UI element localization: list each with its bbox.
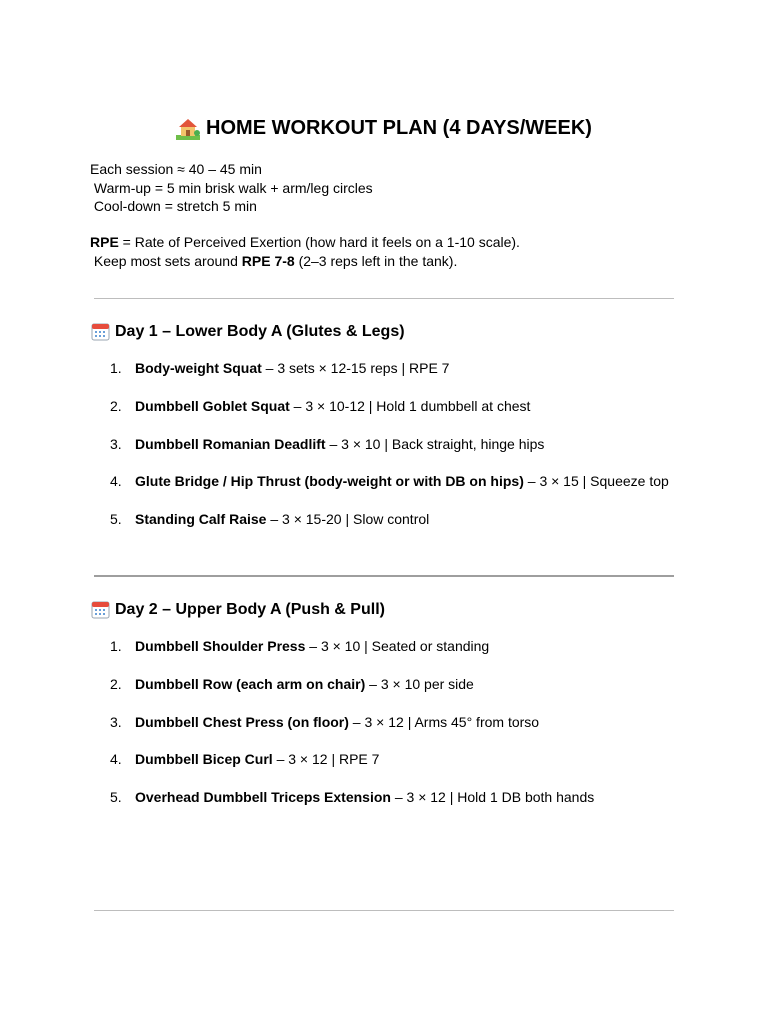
list-item bbox=[110, 473, 669, 489]
list-item bbox=[110, 398, 530, 414]
cool-down-note: Cool-down = stretch 5 min bbox=[90, 198, 257, 215]
divider bbox=[94, 575, 674, 577]
exercise-detail: – 3 × 12 | Hold 1 DB both hands bbox=[390, 789, 595, 805]
divider bbox=[94, 910, 674, 911]
exercise-detail: – 3 × 10 | Back straight, hinge hips bbox=[325, 436, 545, 452]
exercise-detail: – 3 × 12 | Arms 45° from torso bbox=[348, 714, 540, 730]
day-2-title: Day 2 – Upper Body A (Push & Pull) bbox=[115, 600, 385, 618]
exercise-name: Dumbbell Goblet Squat bbox=[135, 398, 290, 414]
session-length: Each session ≈ 40 – 45 min bbox=[90, 161, 262, 177]
list-item bbox=[110, 714, 539, 730]
item-number: 1. bbox=[110, 360, 122, 376]
exercise-name: Body-weight Squat bbox=[135, 360, 262, 376]
rpe-target-value: RPE 7-8 bbox=[241, 252, 295, 269]
exercise-name: Overhead Dumbbell Triceps Extension bbox=[135, 789, 391, 805]
list-item bbox=[110, 360, 449, 376]
exercise-name: Dumbbell Chest Press (on floor) bbox=[135, 714, 349, 730]
list-item bbox=[110, 751, 379, 767]
rpe-target-prefix: Keep most sets around bbox=[90, 252, 242, 269]
exercise-name: Dumbbell Shoulder Press bbox=[135, 638, 306, 654]
list-item bbox=[110, 789, 594, 805]
list-item bbox=[110, 676, 474, 692]
exercise-detail: – 3 × 10 per side bbox=[365, 676, 474, 692]
day-2-heading bbox=[91, 600, 385, 619]
exercise-detail: – 3 × 10 | Seated or standing bbox=[305, 638, 490, 654]
day-1-title: Day 1 – Lower Body A (Glutes & Legs) bbox=[115, 322, 405, 340]
item-number: 4. bbox=[110, 751, 122, 767]
rpe-explanation bbox=[90, 233, 520, 270]
exercise-name: Dumbbell Romanian Deadlift bbox=[135, 436, 326, 452]
session-info bbox=[90, 160, 373, 216]
calendar-icon bbox=[91, 322, 110, 341]
rpe-target bbox=[90, 252, 520, 271]
rpe-target-suffix: (2–3 reps left in the tank). bbox=[294, 252, 458, 269]
exercise-detail: – 3 sets × 12-15 reps | RPE 7 bbox=[261, 360, 450, 376]
exercise-detail: – 3 × 10-12 | Hold 1 dumbbell at chest bbox=[289, 398, 531, 414]
calendar-icon bbox=[91, 600, 110, 619]
day-1-heading bbox=[91, 322, 405, 341]
exercise-detail: – 3 × 15 | Squeeze top bbox=[523, 473, 669, 489]
item-number: 1. bbox=[110, 638, 122, 654]
item-number: 5. bbox=[110, 789, 122, 805]
divider bbox=[94, 298, 674, 299]
warm-up-note: Warm-up = 5 min brisk walk + arm/leg circles bbox=[90, 179, 373, 196]
item-number: 3. bbox=[110, 436, 122, 452]
rpe-definition-text: = Rate of Perceived Exertion (how hard it feels on a 1-10 scale). bbox=[118, 234, 520, 250]
list-item bbox=[110, 511, 429, 527]
exercise-detail: – 3 × 15-20 | Slow control bbox=[266, 511, 430, 527]
item-number: 5. bbox=[110, 511, 122, 527]
exercise-name: Dumbbell Bicep Curl bbox=[135, 751, 273, 767]
page-title-text: HOME WORKOUT PLAN (4 DAYS/WEEK) bbox=[206, 116, 592, 139]
exercise-detail: – 3 × 12 | RPE 7 bbox=[272, 751, 380, 767]
page-title bbox=[0, 116, 768, 140]
rpe-definition bbox=[90, 233, 520, 252]
list-item bbox=[110, 436, 544, 452]
exercise-name: Dumbbell Row (each arm on chair) bbox=[135, 676, 366, 692]
house-with-garden-icon bbox=[176, 116, 200, 140]
exercise-name: Standing Calf Raise bbox=[135, 511, 267, 527]
item-number: 4. bbox=[110, 473, 122, 489]
item-number: 2. bbox=[110, 398, 122, 414]
exercise-name: Glute Bridge / Hip Thrust (body-weight or with DB on hips) bbox=[135, 473, 524, 489]
rpe-term: RPE bbox=[90, 234, 119, 250]
list-item bbox=[110, 638, 489, 654]
item-number: 2. bbox=[110, 676, 122, 692]
item-number: 3. bbox=[110, 714, 122, 730]
